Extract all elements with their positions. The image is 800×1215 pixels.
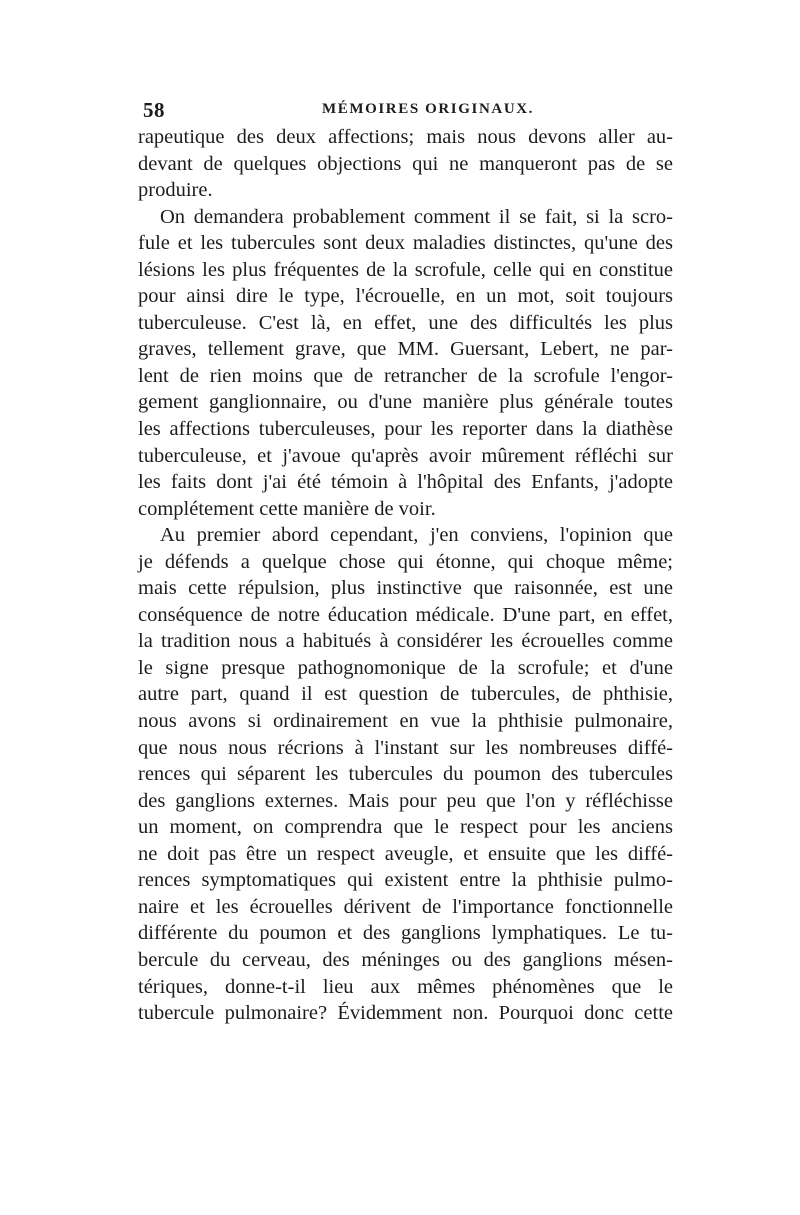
text-line: ne doit pas être un respect aveugle, et ensuite que les diffé- [138,842,673,865]
text-line: lent de rien moins que de retrancher de la scrofule l'engor- [138,364,673,387]
text-line: des ganglions externes. Mais pour peu que l'on y réfléchisse [138,789,673,812]
running-title: MÉMOIRES ORIGINAUX. [321,101,535,117]
text-line: complétement cette manière de voir. [138,497,436,520]
text-line: gement ganglionnaire, ou d'une manière plus générale toutes [138,391,673,414]
text-line: je défends a quelque chose qui étonne, qui choque même; [138,550,673,573]
text-line: le signe presque pathognomonique de la scrofule; et d'une [138,656,673,679]
text-line: rapeutique des deux affections; mais nous devons aller au- [138,126,673,148]
text-line: bercule du cerveau, des méninges ou des ganglions mésen- [138,948,673,971]
text-line: On demandera probablement comment il se fait, si la scro- [160,205,673,228]
text-line: tuberculeuse, et j'avoue qu'après avoir mûrement réfléchi sur [138,444,673,467]
text-line: que nous nous récrions à l'instant sur les nombreuses diffé- [138,736,673,759]
text-line: un moment, on comprendra que le respect pour les anciens [138,816,673,839]
text-line: pour ainsi dire le type, l'écrouelle, en un mot, soit toujours [138,285,673,308]
text-line: tériques, donne-t-il lieu aux mêmes phénomènes que le [138,975,673,998]
text-line: la tradition nous a habitués à considérer les écrouelles comme [138,630,673,653]
text-line: les faits dont j'ai été témoin à l'hôpital des Enfants, j'adopte [138,471,673,494]
text-line: produire. [138,179,213,202]
text-line: autre part, quand il est question de tubercules, de phthisie, [138,683,673,706]
text-line: rences qui séparent les tubercules du poumon des tubercules [138,763,673,786]
text-line: Au premier abord cependant, j'en conviens, l'opinion que [160,524,673,547]
page-number: 58 [143,98,165,122]
text-line: les affections tuberculeuses, pour les reporter dans la diathèse [138,418,673,441]
text-line: devant de quelques objections qui ne manqueront pas de se [138,152,673,175]
text-line: mais cette répulsion, plus instinctive que raisonnée, est une [138,577,673,600]
text-line: différente du poumon et des ganglions lymphatiques. Le tu- [138,922,673,945]
text-line: graves, tellement grave, que MM. Guersant, Lebert, ne par- [138,338,673,361]
text-line: rences symptomatiques qui existent entre la phthisie pulmo- [138,869,673,892]
text-line: nous avons si ordinairement en vue la phthisie pulmonaire, [138,710,673,733]
text-line: tuberculeuse. C'est là, en effet, une des difficultés les plus [138,311,673,334]
text-line: lésions les plus fréquentes de la scrofule, celle qui en constitue [138,258,673,281]
body-text [138,124,673,1027]
text-line: conséquence de notre éducation médicale. D'une part, en effet, [138,603,673,626]
running-head [143,98,673,124]
text-line: naire et les écrouelles dérivent de l'importance fonctionnelle [138,895,673,918]
text-line: fule et les tubercules sont deux maladies distinctes, qu'une des [138,232,673,255]
text-line: tubercule pulmonaire? Évidemment non. Pourquoi donc cette [138,1002,673,1025]
